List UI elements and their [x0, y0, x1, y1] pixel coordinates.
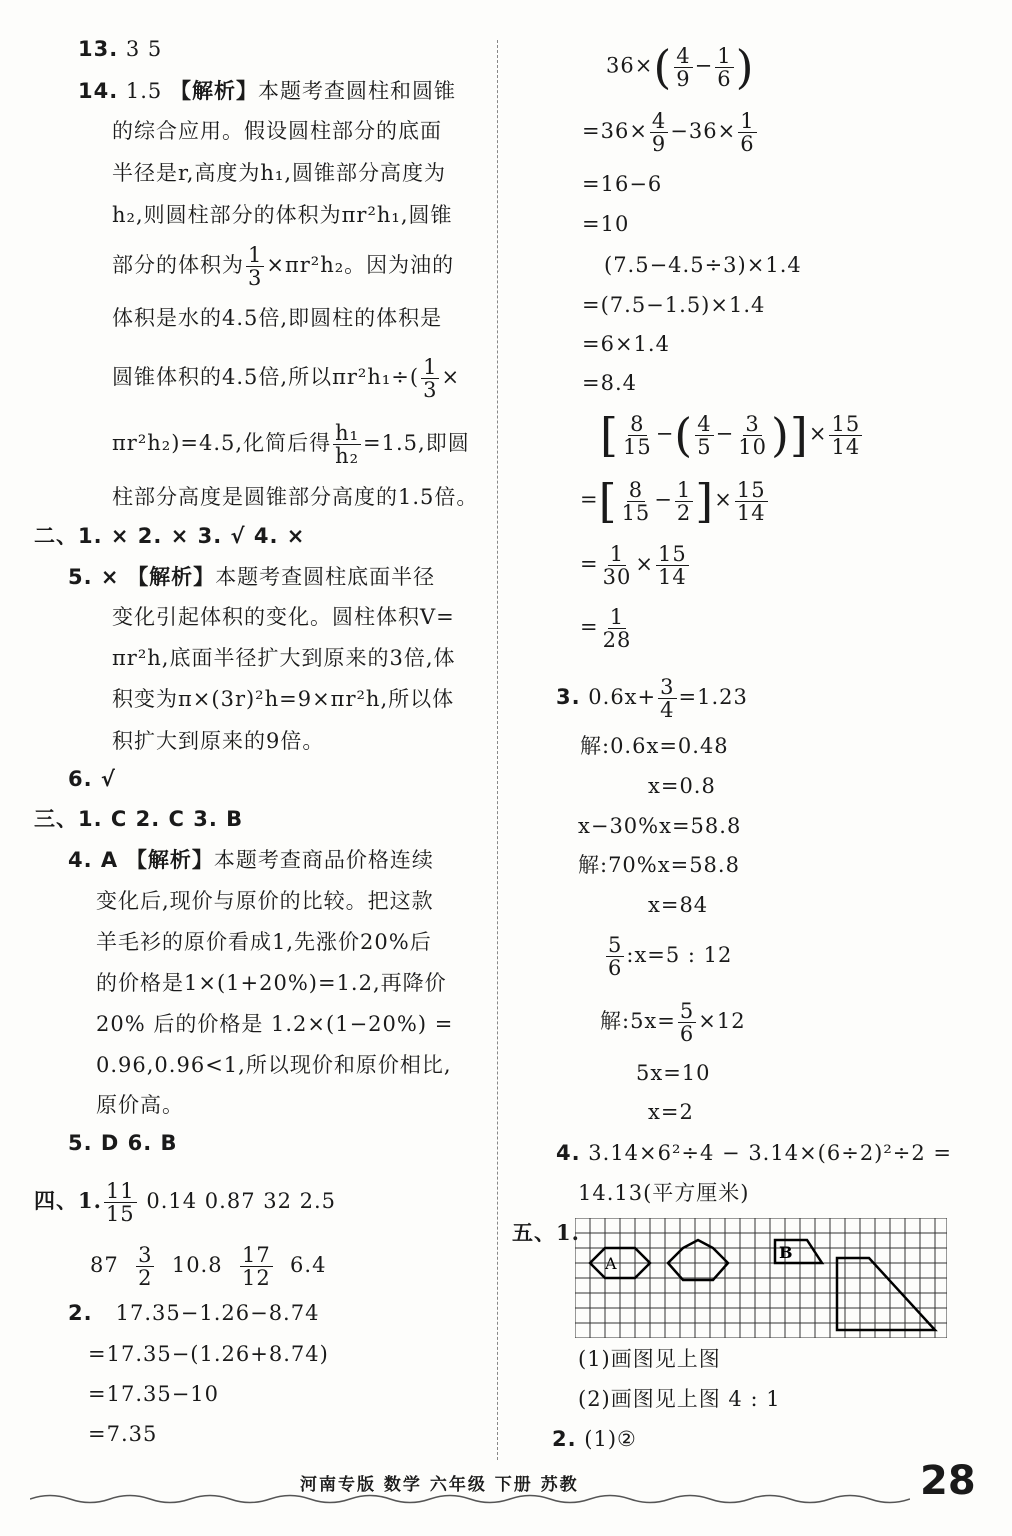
q3-line2: 解:0.6x=0.48	[580, 734, 729, 758]
fraction: $\frac{3}{4}$	[660, 675, 675, 722]
page-footer	[0, 1458, 1012, 1530]
q4-line2: 14.13(平方厘米)	[578, 1181, 750, 1205]
column-divider	[497, 40, 498, 1460]
grid-drawing	[575, 1218, 947, 1338]
s4-q2-line2: =17.35−(1.26+8.74)	[88, 1342, 329, 1366]
expr3-step1: =[ $\frac{8}{15}$ − $\frac{1}{2}$ ]× $\frac{15}{14}$	[580, 474, 766, 528]
fraction: $\frac{4}{5}$	[697, 411, 712, 459]
q3-line4: x−30%x=58.8	[578, 814, 742, 838]
s2-q5-line5: 积扩大到原来的9倍。	[112, 729, 325, 753]
fraction: $\frac{1}{3}$	[248, 243, 263, 290]
shape-enlarged	[668, 1240, 728, 1280]
s2-q5-line1: 5. × 【解析】本题考查圆柱底面半径	[68, 564, 436, 589]
fraction: $\frac{1}{6}$	[717, 43, 732, 91]
section-2-line1: 二、1. × 2. × 3. √ 4. ×	[34, 523, 306, 548]
s2-q5-line3: πr²h,底面半径扩大到原来的3倍,体	[112, 646, 456, 670]
fraction: $\frac{4}{9}$	[676, 43, 691, 91]
q14-line5: 部分的体积为 $\frac{1}{3}$ ×πr²h₂。因为油的	[112, 243, 455, 290]
s3-q5-q6: 5. D 6. B	[68, 1131, 178, 1155]
section-3-line1: 三、1. C 2. C 3. B	[34, 806, 244, 831]
fraction: $\frac{1}{2}$	[676, 477, 692, 525]
s4-q2-line1: 2. 17.35−1.26−8.74	[68, 1301, 320, 1325]
q3-line5: 解:70%x=58.8	[578, 853, 740, 877]
expr1-step1: =36× $\frac{4}{9}$ −36× $\frac{1}{6}$	[582, 109, 755, 156]
fraction: $\frac{11}{15}$	[105, 1179, 135, 1226]
expr3-step2: = $\frac{1}{30}$ × $\frac{15}{14}$	[580, 542, 687, 589]
q14-line3: 半径是r,高度为h₁,圆锥部分高度为	[112, 161, 447, 185]
s4-q2-line4: =7.35	[88, 1422, 158, 1446]
footer-text: 河南专版 数学 六年级 下册 苏教	[300, 1475, 579, 1495]
q14-line1: 14. 1.5 【解析】本题考查圆柱和圆锥	[78, 78, 456, 103]
fraction: $\frac{4}{9}$	[651, 109, 667, 156]
q14-line4: h₂,则圆柱部分的体积为πr²h₁,圆锥	[112, 203, 453, 227]
s3-q4-line7: 原价高。	[96, 1093, 184, 1117]
s3-q4-line6: 0.96,0.96<1,所以现价和原价相比,	[96, 1053, 452, 1077]
q14-line8: πr²h₂)=4.5,化简后得 $\frac{\text{h₁}}{\text{h₂}}$ =1.5,即圆	[112, 421, 470, 468]
q14-line9: 柱部分高度是圆锥部分高度的1.5倍。	[112, 485, 479, 509]
q3-line9: 5x=10	[636, 1061, 711, 1085]
expr1: 36×( $\frac{4}{9}$ − $\frac{1}{6}$ )	[606, 40, 755, 94]
section-5-head: 五、1.	[512, 1220, 580, 1245]
section-4-line1: 四、1. $\frac{11}{15}$ 0.14 0.87 32 2.5	[34, 1179, 337, 1226]
fraction: $\frac{8}{15}$	[621, 477, 651, 525]
expr1-step2: =16−6	[582, 172, 663, 196]
fraction: $\frac{15}{14}$	[736, 477, 766, 525]
expr2-step2: =6×1.4	[582, 332, 670, 356]
fraction: $\frac{1}{3}$	[423, 355, 438, 402]
q4-line1: 4. 3.14×6²÷4 − 3.14×(6÷2)²÷2 =	[556, 1141, 953, 1165]
s4-q2-line3: =17.35−10	[88, 1382, 220, 1406]
expr2-result: =8.4	[582, 371, 637, 395]
s3-q4-line1: 4. A 【解析】本题考查商品价格连续	[68, 847, 434, 872]
q3-line1: 3. 0.6x+ $\frac{3}{4}$ =1.23	[556, 675, 748, 722]
fraction: $\frac{\text{h₁}}{\text{h₂}}$	[335, 421, 360, 468]
expr2-step1: =(7.5−1.5)×1.4	[582, 293, 766, 317]
footer-wave-decoration	[30, 1492, 910, 1506]
fraction: $\frac{15}{14}$	[831, 411, 861, 459]
s3-q4-line5: 20% 后的价格是 1.2×(1−20%) =	[96, 1012, 454, 1036]
label-a: A	[605, 1254, 617, 1273]
s3-q4-line4: 的价格是1×(1+20%)=1.2,再降价	[96, 971, 447, 995]
section-4-line2: 87 $\frac{3}{2}$ 10.8 $\frac{17}{12}$ 6.4	[90, 1243, 327, 1290]
expr3-result: = $\frac{1}{28}$	[580, 605, 632, 652]
fraction: $\frac{5}{6}$	[679, 999, 695, 1046]
q14-line6: 体积是水的4.5倍,即圆柱的体积是	[112, 306, 443, 330]
fraction: $\frac{3}{10}$	[738, 411, 767, 459]
q3-line3: x=0.8	[648, 774, 716, 798]
s3-q4-line3: 羊毛衫的原价看成1,先涨价20%后	[96, 930, 432, 954]
q3-line10: x=2	[648, 1100, 694, 1124]
q3-line6: x=84	[648, 893, 709, 917]
q14-line2: 的综合应用。假设圆柱部分的底面	[112, 119, 442, 143]
q13: 13. 3 5	[78, 37, 163, 61]
expr3: [ $\frac{8}{15}$ −( $\frac{4}{5}$ − $\frac{3}{10}$ )]× $\frac{15}{14}$	[600, 408, 861, 462]
s3-q4-line2: 变化后,现价与原价的比较。把这款	[96, 889, 434, 913]
expr1-result: =10	[582, 212, 630, 236]
fraction: $\frac{1}{6}$	[740, 109, 755, 156]
q3-line8: 解:5x= $\frac{5}{6}$ ×12	[600, 999, 746, 1046]
fraction: $\frac{1}{30}$	[602, 542, 632, 589]
fraction: $\frac{3}{2}$	[138, 1243, 153, 1290]
s5-line3: (2)画图见上图 4 : 1	[578, 1387, 781, 1411]
fraction: $\frac{17}{12}$	[241, 1243, 271, 1290]
fraction: $\frac{8}{15}$	[622, 411, 652, 459]
q14-line7: 圆锥体积的4.5倍,所以πr²h₁÷( $\frac{1}{3}$ ×	[112, 355, 461, 402]
s5-line2: (1)画图见上图	[578, 1347, 721, 1371]
expr2: (7.5−4.5÷3)×1.4	[604, 253, 802, 277]
fraction: $\frac{1}{28}$	[602, 605, 632, 652]
page-number: 28	[920, 1458, 976, 1504]
s5-q2: 2. (1)②	[552, 1427, 637, 1451]
label-b: B	[779, 1243, 793, 1262]
fraction: $\frac{15}{14}$	[657, 542, 687, 589]
s2-q5-line2: 变化引起体积的变化。圆柱体积V=	[112, 605, 455, 629]
s2-q6: 6. √	[68, 767, 116, 791]
fraction: $\frac{5}{6}$	[608, 933, 623, 980]
s2-q5-line4: 积变为π×(3r)²h=9×πr²h,所以体	[112, 687, 455, 711]
q3-line7: $\frac{5}{6}$ :x=5 : 12	[608, 933, 733, 980]
